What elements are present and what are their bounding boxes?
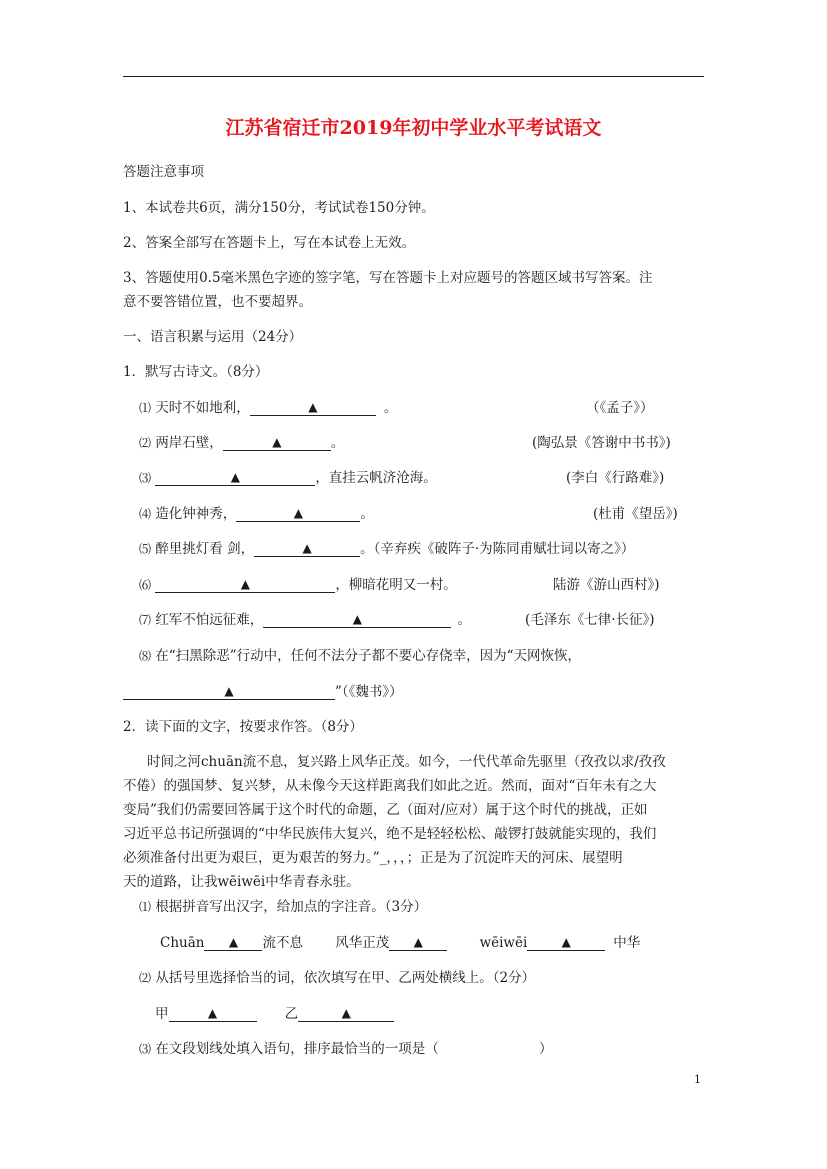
source-citation: (李白《行路难》) xyxy=(566,470,665,486)
passage-line: 习近平总书记所强调的“中华民族伟大复兴，绝不是轻轻松松、敲锣打鼓就能实现的，我们 xyxy=(123,826,657,842)
triangle-marker-icon: ▲ xyxy=(272,435,282,449)
item-number: ⑴ xyxy=(139,900,152,914)
pinyin-label: wēiwēi xyxy=(479,935,528,951)
item-text: 两岸石壁， xyxy=(155,435,223,451)
item-number: ⑵ xyxy=(139,971,152,985)
source-citation: （《孟子》） xyxy=(586,400,654,416)
q1-item-8 xyxy=(139,644,581,664)
item-number: ⑻ xyxy=(139,649,152,663)
triangle-marker-icon: ▲ xyxy=(293,506,303,520)
q2-sub-2 xyxy=(139,966,535,986)
item-text: 红军不怕远征难， xyxy=(155,612,264,628)
q1-item-8-continuation xyxy=(123,680,403,700)
source-citation: (毛泽东《七律·长征》) xyxy=(525,612,655,628)
passage-line: 时间之河chuān流不息，复兴路上风华正茂。如今，一代代革命先驱里（孜孜以求/孜孜 xyxy=(147,754,666,770)
item-text: 从括号里选择恰当的词，依次填写在甲、乙两处横线上。（2分） xyxy=(155,970,536,986)
item-number: ⑶ xyxy=(139,471,152,485)
item-text: 在文段划线处填入语句，排序最恰当的一项是（ xyxy=(155,1041,439,1057)
notes-item: 2、答案全部写在答题卡上，写在本试卷上无效。 xyxy=(123,235,416,251)
triangle-marker-icon: ▲ xyxy=(308,400,318,414)
item-text: ，柳暗花明又一村。 xyxy=(335,577,457,593)
item-text: 在“扫黑除恶”行动中，任何不法分子都不要心存侥幸，因为“天网恢恢， xyxy=(155,648,582,664)
answer-blank[interactable] xyxy=(527,934,605,951)
q1-item-4 xyxy=(139,502,374,522)
item-text: 造化钟神秀， xyxy=(155,506,237,522)
page-number: 1 xyxy=(694,1073,701,1086)
q2-sub-3 xyxy=(139,1037,439,1057)
answer-blank[interactable] xyxy=(254,540,360,557)
item-text: 乙 xyxy=(284,1006,299,1022)
question-1-stem: 1．默写古诗文。（8分） xyxy=(123,364,269,380)
answer-blank[interactable] xyxy=(263,611,451,628)
q1-item-6 xyxy=(139,573,457,593)
q1-item-7 xyxy=(139,608,471,628)
item-number: ⑹ xyxy=(139,578,152,592)
passage-line: 变局”我们仍需要回答属于这个时代的命题，乙（面对/应对）属于这个时代的挑战，正如 xyxy=(123,802,648,818)
triangle-marker-icon: ▲ xyxy=(413,935,423,949)
answer-blank[interactable] xyxy=(204,934,262,951)
item-text: 。（辛弃疾《破阵子·为陈同甫赋壮词以寄之》） xyxy=(360,541,635,557)
item-text: 中华 xyxy=(613,935,641,951)
item-number: ⑶ xyxy=(139,1042,152,1056)
question-2-stem: 2．读下面的文字，按要求作答。（8分） xyxy=(123,719,363,735)
source-citation: (杜甫《望岳》) xyxy=(593,506,678,522)
item-number: ⑴ xyxy=(139,401,152,415)
header-rule xyxy=(123,76,704,77)
triangle-marker-icon: ▲ xyxy=(230,470,240,484)
answer-blank[interactable] xyxy=(223,434,331,451)
item-text: 根据拼音写出汉字，给加点的字注音。（3分） xyxy=(155,899,428,915)
item-number: ⑺ xyxy=(139,613,152,627)
notes-item: 3、答题使用0.5毫米黑色字迹的签字笔，写在答题卡上对应题号的答题区域书写答案。注 xyxy=(123,270,653,286)
item-text: 流不息 xyxy=(262,935,303,951)
triangle-marker-icon: ▲ xyxy=(352,612,362,626)
answer-blank[interactable] xyxy=(155,576,335,593)
item-number: ⑸ xyxy=(139,542,152,556)
pinyin-label: Chuān xyxy=(160,935,205,951)
answer-blank[interactable] xyxy=(169,1005,257,1022)
q2-sub-1 xyxy=(139,895,427,915)
notes-heading: 答题注意事项 xyxy=(123,164,204,180)
answer-blank[interactable] xyxy=(250,399,376,416)
answer-blank[interactable] xyxy=(123,683,335,700)
item-text: 。 xyxy=(360,506,374,522)
item-number: ⑵ xyxy=(139,436,152,450)
triangle-marker-icon: ▲ xyxy=(561,935,571,949)
answer-blank[interactable] xyxy=(236,505,360,522)
item-text: 醉里挑灯看 剑， xyxy=(155,541,255,557)
triangle-marker-icon: ▲ xyxy=(228,935,239,949)
item-text: 。 xyxy=(383,400,398,416)
q1-item-5 xyxy=(139,537,634,557)
item-text: 风华正茂 xyxy=(335,935,390,951)
triangle-marker-icon: ▲ xyxy=(341,1006,351,1020)
q2-sub-1-answers xyxy=(160,931,640,951)
answer-blank[interactable] xyxy=(155,469,315,486)
answer-blank[interactable] xyxy=(298,1005,394,1022)
triangle-marker-icon: ▲ xyxy=(302,541,312,555)
answer-blank[interactable] xyxy=(389,934,447,951)
source-citation: (陶弘景《答谢中书书》) xyxy=(532,435,671,451)
q1-item-3 xyxy=(139,466,437,486)
answer-paren-close: ） xyxy=(539,1041,553,1057)
item-number: ⑷ xyxy=(139,507,152,521)
item-text: 天时不如地利， xyxy=(155,400,250,416)
source-citation: 陆游《游山西村》) xyxy=(553,577,660,593)
item-text: 。 xyxy=(330,435,345,451)
q2-sub-2-answers xyxy=(155,1002,394,1022)
triangle-marker-icon: ▲ xyxy=(207,1006,218,1020)
passage-line: 必须准备付出更为艰巨，更为艰苦的努力。”_，，，；正是为了沉淀昨天的河床、展望明 xyxy=(123,850,623,866)
q1-item-1 xyxy=(139,396,397,416)
notes-item: 1、本试卷共6页，满分150分，考试试卷150分钟。 xyxy=(123,200,435,216)
item-text: 甲 xyxy=(155,1006,169,1022)
passage-line: 不倦）的强国梦、复兴梦，从未像今天这样距离我们如此之近。然而，面对“百年未有之大 xyxy=(123,778,657,794)
q1-item-2 xyxy=(139,431,344,451)
triangle-marker-icon: ▲ xyxy=(240,577,250,591)
triangle-marker-icon: ▲ xyxy=(224,684,234,698)
item-text: ，直挂云帆济沧海。 xyxy=(315,470,437,486)
exam-title: 江苏省宿迁市2019年初中学业水平考试语文 xyxy=(225,117,602,139)
passage-line: 天的道路，让我wēiwēi中华青春永驻。 xyxy=(123,874,360,890)
item-text: ”（《魏书》） xyxy=(335,684,403,700)
notes-item: 意不要答错位置，也不要超界。 xyxy=(123,294,312,310)
section-heading: 一、语言积累与运用（24分） xyxy=(123,329,303,345)
item-text: 。 xyxy=(457,612,471,628)
